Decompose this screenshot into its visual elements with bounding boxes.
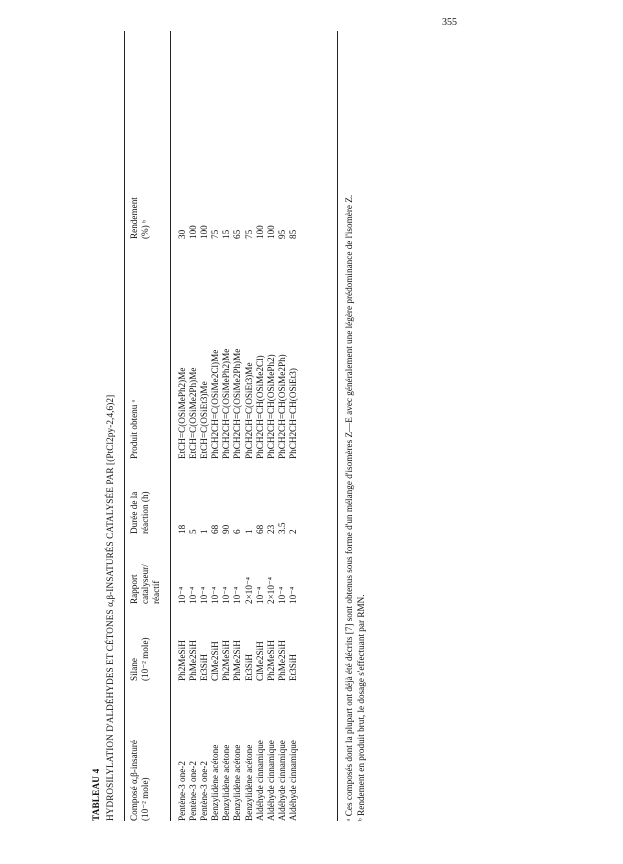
cell-silane: Et3SiH: [287, 653, 298, 681]
cell-ratio: 2×10⁻⁴: [243, 576, 254, 604]
table-row: [244, 179, 255, 821]
header-ratio: [129, 534, 162, 604]
cell-silane: Ph2MeSiH: [265, 640, 276, 681]
table-row: [221, 179, 232, 821]
header-duration-line1: Durée de la: [129, 491, 139, 534]
cell-yield: 95: [276, 229, 287, 239]
header-yield-line2: (%) ᵇ: [140, 220, 150, 239]
table-row: [210, 179, 221, 821]
cell-yield: 30: [177, 229, 187, 239]
header-product-line: Produit obtenu ᵃ: [129, 399, 139, 459]
cell-duration: 68: [210, 524, 221, 534]
table-rows: [177, 179, 299, 821]
header-silane-unit: (10⁻² mole): [140, 637, 150, 681]
cell-compound: Aldéhyde cinnamique: [254, 740, 265, 821]
cell-duration: 3.5: [276, 522, 287, 534]
cell-product: EtCH=C(OSiMe2Ph)Me: [188, 367, 199, 459]
cell-product: EtCH=C(OSiEt3)Me: [199, 381, 210, 459]
page-number: 355: [442, 17, 457, 28]
cell-product: PhCH2CH=C(OSiMe2Cl)Me: [210, 349, 221, 459]
header-ratio-line3: réactif: [151, 580, 161, 604]
cell-silane: ClMe2SiH: [210, 641, 221, 681]
cell-product: PhCH2CH=C(OSiMe2Ph)Me: [232, 348, 243, 459]
cell-product: PhCH2CH=C(OSiEt3)Me: [243, 362, 254, 459]
table-title: HYDROSILYLATION D'ALDÉHYDES ET CÉTONES α,β-INSATURÉS CATALYSÉE PAR [(PtCl2py-2,4,6)2]: [105, 394, 115, 821]
table-bottom-rule: [337, 31, 338, 821]
table-body: [177, 179, 299, 821]
cell-compound: Pentène-3 one-2: [177, 761, 187, 821]
cell-duration: 18: [177, 524, 187, 534]
cell-compound: Benzylidène acétone: [210, 744, 221, 821]
cell-product: PhCH2CH=CH(OSiMePh2): [265, 354, 276, 459]
cell-ratio: 10⁻⁴: [276, 586, 287, 604]
table-header-rule: [170, 31, 171, 821]
cell-silane: Ph2MeSiH: [177, 640, 187, 681]
cell-product: PhCH2CH=CH(OSiEt3): [287, 368, 298, 459]
table-row: [288, 179, 299, 821]
footnote-a: ᵃ Ces composés dont la plupart ont déjà été décrits [7] sont obtenus sous forme d'un mélange d'isomères Z—E avec généralement une légère prédominance de l'isomère Z.: [344, 194, 354, 821]
cell-duration: 5: [188, 529, 199, 534]
header-compound-line: Composé α,β-insaturé: [129, 740, 139, 821]
header-duration: [129, 459, 162, 534]
header-silane-line: Silane: [129, 658, 139, 681]
cell-duration: 68: [254, 524, 265, 534]
cell-ratio: 10⁻⁴: [199, 586, 210, 604]
table-row: [188, 179, 199, 821]
table-row: [199, 179, 210, 821]
cell-duration: 6: [232, 529, 243, 534]
header-yield: [129, 179, 162, 239]
cell-ratio: 10⁻⁴: [254, 586, 265, 604]
table-row: [277, 179, 288, 821]
cell-yield: 15: [221, 229, 232, 239]
cell-duration: 1: [243, 529, 254, 534]
cell-yield: 100: [265, 225, 276, 239]
cell-compound: Benzylidène acétone: [221, 744, 232, 821]
cell-yield: 100: [188, 225, 199, 239]
cell-silane: Ph2MeSiH: [221, 640, 232, 681]
footnotes: [343, 21, 367, 821]
cell-duration: 1: [199, 529, 210, 534]
cell-ratio: 10⁻⁴: [188, 586, 199, 604]
cell-ratio: 2×10⁻⁴: [265, 576, 276, 604]
cell-duration: 23: [265, 524, 276, 534]
cell-silane: PhMe2SiH: [188, 640, 199, 681]
cell-product: PhCH2CH=CH(OSiMe2Cl): [254, 355, 265, 459]
cell-yield: 65: [232, 229, 243, 239]
table-row: [177, 179, 188, 821]
cell-ratio: 10⁻⁴: [177, 586, 187, 604]
cell-compound: Benzylidène acétone: [243, 744, 254, 821]
table-row: [255, 179, 266, 821]
cell-ratio: 10⁻⁴: [221, 586, 232, 604]
cell-yield: 100: [254, 225, 265, 239]
header-product: [129, 239, 162, 459]
cell-silane: Et3SiH: [199, 653, 210, 681]
cell-compound: Aldéhyde cinnamique: [276, 740, 287, 821]
cell-silane: ClMe2SiH: [254, 641, 265, 681]
rotated-table-block: [90, 31, 380, 821]
cell-yield: 85: [287, 229, 298, 239]
table-row: [266, 179, 277, 821]
cell-silane: PhMe2SiH: [276, 640, 287, 681]
cell-duration: 90: [221, 524, 232, 534]
header-duration-line2: réaction (h): [140, 491, 150, 534]
cell-silane: Et3SiH: [243, 653, 254, 681]
cell-ratio: 10⁻⁴: [232, 586, 243, 604]
cell-compound: Pentène-3 one-2: [199, 761, 210, 821]
header-ratio-line1: Rapport: [129, 574, 139, 604]
header-ratio-line2: catalyseur/: [140, 564, 150, 604]
cell-ratio: 10⁻⁴: [210, 586, 221, 604]
header-compound-unit: (10⁻² mole): [140, 777, 150, 821]
table-header: [129, 179, 162, 821]
cell-compound: Pentène-3 one-2: [188, 761, 199, 821]
cell-duration: 2: [287, 529, 298, 534]
cell-product: PhCH2CH=CH(OSiMe2Ph): [276, 354, 287, 459]
cell-product: PhCH2CH=C(OSiMePh2)Me: [221, 348, 232, 459]
cell-compound: Benzylidène acétone: [232, 744, 243, 821]
cell-compound: Aldéhyde cinnamique: [287, 740, 298, 821]
cell-ratio: 10⁻⁴: [287, 586, 298, 604]
table-top-rule: [124, 31, 125, 821]
table-row: [232, 179, 243, 821]
header-silane: [129, 604, 162, 681]
table-label: TABLEAU 4: [91, 768, 101, 821]
cell-silane: PhMe2SiH: [232, 640, 243, 681]
cell-yield: 75: [210, 229, 221, 239]
cell-compound: Aldéhyde cinnamique: [265, 740, 276, 821]
cell-yield: 75: [243, 229, 254, 239]
cell-product: EtCH=C(OSiMePh2)Me: [177, 367, 187, 459]
cell-yield: 100: [199, 225, 210, 239]
footnote-b: ᵇ Rendement en produit brut, le dosage s'effectuant par RMN.: [356, 594, 366, 821]
header-compound: [129, 681, 162, 821]
header-yield-line1: Rendement: [129, 197, 139, 239]
